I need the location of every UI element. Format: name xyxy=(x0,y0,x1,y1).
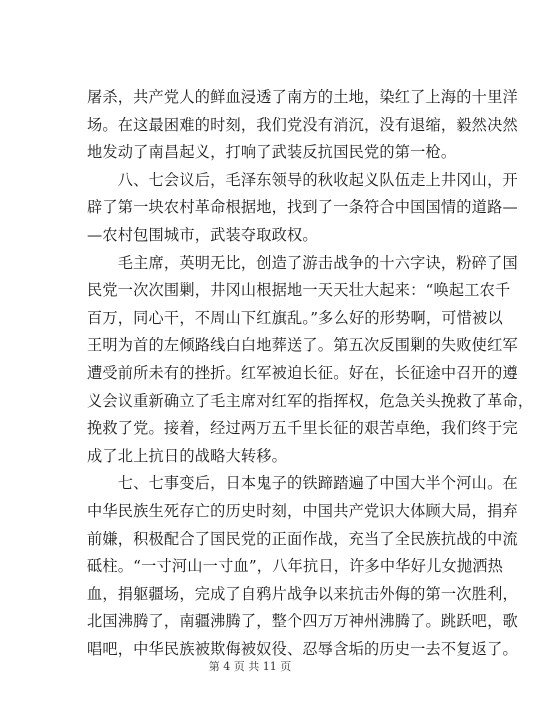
text-line: 中华民族生死存亡的历史时刻，中国共产党识大体顾大局，捐弃 xyxy=(87,501,518,520)
text-line: 七、七事变后，日本鬼子的铁蹄踏遍了中国大半个河山。在 xyxy=(87,474,518,493)
text-line: 屠杀，共产党人的鲜血浸透了南方的土地，染红了上海的十里洋 xyxy=(87,88,518,106)
text-line: 挽救了党。接着，经过两万五千里长征的艰苦卓绝，我们终于完 xyxy=(87,419,518,438)
text-line: 辟了第一块农村革命根据地，找到了一条符合中国国情的道路— xyxy=(87,198,518,217)
text-line: 场。在这最困难的时刻，我们党没有消沉，没有退缩，毅然决然 xyxy=(87,115,518,134)
text-line: 成了北上抗日的战略大转移。 xyxy=(87,446,288,465)
body-text xyxy=(87,84,533,663)
text-line: 民党一次次围剿，井冈山根据地一天天壮大起来：“唤起工农千 xyxy=(87,281,511,300)
text-line: 遭受前所未有的挫折。红军被迫长征。好在，长征途中召开的遵 xyxy=(87,363,518,382)
text-line: 地发动了南昌起义，打响了武装反抗国民党的第一枪。 xyxy=(87,143,457,162)
text-line: 王明为首的左倾路线白白地葬送了。第五次反围剿的失败使红军 xyxy=(87,336,518,355)
text-line: 义会议重新确立了毛主席对红军的指挥权，危急关头挽救了革命， xyxy=(87,391,533,410)
text-line: 血，捐躯疆场，完成了自鸦片战争以来抗击外侮的第一次胜利， xyxy=(87,584,518,603)
text-line: 砥柱。“一寸河山一寸血”，八年抗日，许多中华好儿女抛洒热 xyxy=(87,557,504,576)
page-number-footer: 第 4 页 共 11 页 xyxy=(208,660,292,673)
text-line: 八、七会议后，毛泽东领导的秋收起义队伍走上井冈山，开 xyxy=(87,170,518,189)
text-line: —农村包围城市，武装夺取政权。 xyxy=(87,225,318,244)
text-line: 百万，同心干，不周山下红旗乱。”多么好的形势啊，可惜被以 xyxy=(87,308,503,327)
text-line: 前嫌，积极配合了国民党的正面作战，充当了全民族抗战的中流 xyxy=(87,529,518,548)
text-line: 北国沸腾了，南疆沸腾了，整个四万万神州沸腾了。跳跃吧，歌 xyxy=(87,612,518,631)
text-line: 唱吧，中华民族被欺侮被奴役、忍辱含垢的历史一去不复返了。 xyxy=(87,639,518,658)
text-line: 毛主席，英明无比，创造了游击战争的十六字诀，粉碎了国 xyxy=(87,253,518,272)
